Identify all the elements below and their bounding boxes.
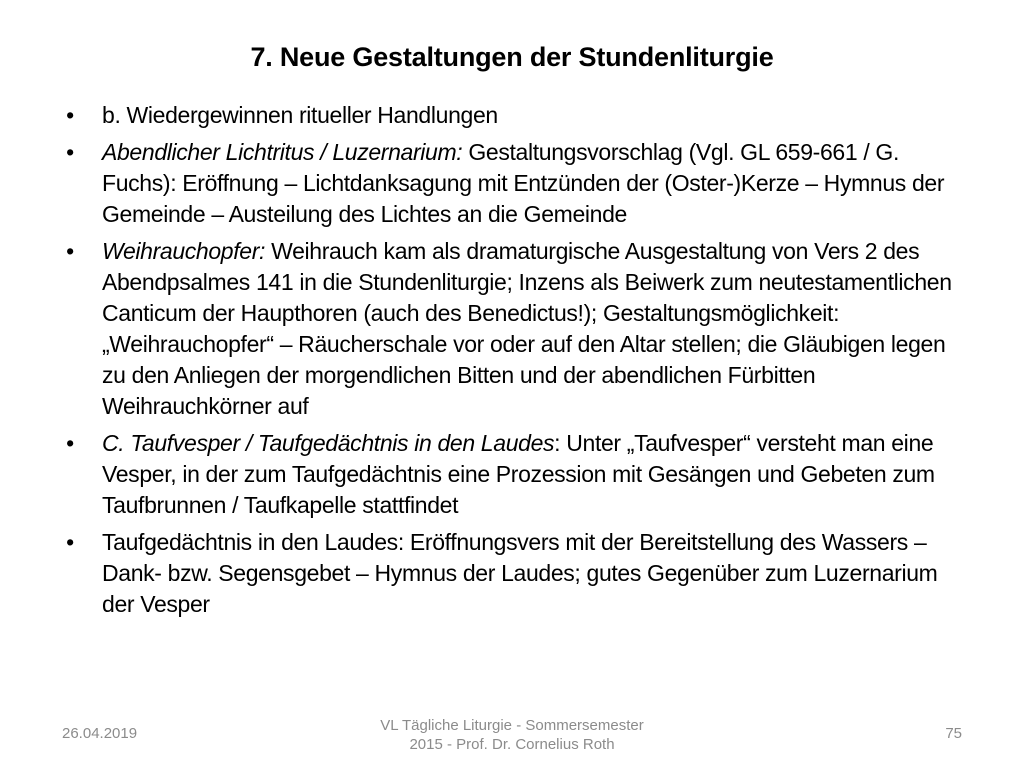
bullet-item: [58, 137, 970, 230]
bullet-text: : Unter „Taufvesper“ versteht man eine Vesper, in der zum Taufgedächtnis eine Prozession mit Gesängen und Gebeten zum Taufbrunnen / Taufkapelle stattfindet: [102, 430, 935, 518]
footer-course-line-2: 2015 - Prof. Dr. Cornelius Roth: [409, 736, 615, 753]
bullet-item: [58, 100, 970, 131]
bullet-text: b. Wiedergewinnen ritueller Handlungen: [102, 102, 498, 128]
bullet-lead: Weihrauchopfer:: [102, 238, 266, 264]
bullet-item: [58, 527, 970, 620]
bullet-item: [58, 236, 970, 422]
slide-title: 7. Neue Gestaltungen der Stundenliturgie: [250, 42, 774, 72]
footer-date: 26.04.2019: [62, 725, 138, 742]
bullet-text: Taufgedächtnis in den Laudes: Eröffnungsvers mit der Bereitstellung des Wassers – Dank- bzw. Segensgebet – Hymnus der Laudes; gutes Gegenüber zum Luzernarium der Vesper: [102, 529, 938, 617]
footer-course-line-1: VL Tägliche Liturgie - Sommersemester: [380, 717, 644, 734]
bullet-text: Gestaltungsvorschlag (Vgl. GL 659-661 / G. Fuchs): Eröffnung – Lichtdanksagung mit Entzünden der (Oster-)Kerze – Hymnus der Gemeinde – Austeilung des Lichtes an die Gemeinde: [102, 139, 945, 227]
bullet-lead: Abendlicher Lichtritus / Luzernarium:: [102, 139, 463, 165]
bullet-dot: •: [66, 529, 74, 555]
bullet-dot: •: [66, 139, 74, 165]
footer-course-info: [0, 716, 1024, 754]
bullet-item: [58, 428, 970, 521]
bullet-dot: •: [66, 238, 74, 264]
bullet-dot: •: [66, 102, 74, 128]
bullet-list: [58, 100, 970, 626]
footer-page-number: 75: [945, 725, 962, 742]
bullet-text: Weihrauch kam als dramaturgische Ausgestaltung von Vers 2 des Abendpsalmes 141 in die Stundenliturgie; Inzens als Beiwerk zum neutestamentlichen Canticum der Haupthoren (auch des Benedictus!); Gestaltungsmöglichkeit: „Weihrauchopfer“ – Räucherschale vor oder auf den Altar stellen; die Gläubigen legen zu den Anliegen der morgendlichen Bitten und der abendlichen Fürbitten Weihrauchkörner auf: [102, 238, 952, 419]
bullet-dot: •: [66, 430, 74, 456]
bullet-lead: C. Taufvesper / Taufgedächtnis in den Laudes: [102, 430, 555, 456]
